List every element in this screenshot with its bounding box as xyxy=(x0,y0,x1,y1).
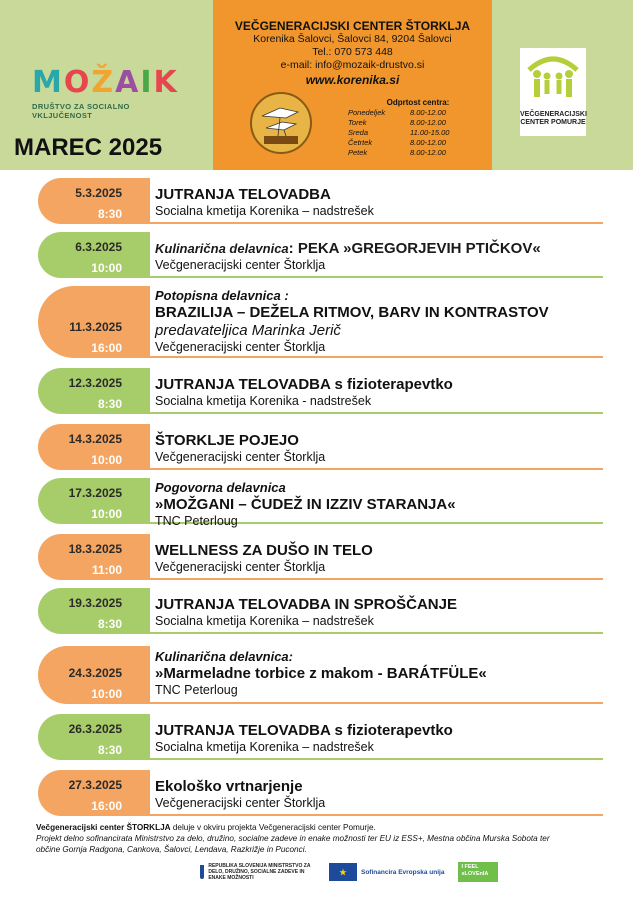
event-text xyxy=(155,778,625,811)
event-time: 10:00 xyxy=(91,687,122,701)
event-date-tab xyxy=(38,646,150,704)
i-feel-slovenia-logo: I FEEL sLOVEnIA xyxy=(458,862,498,882)
vgc-pomurje-logo xyxy=(520,48,586,136)
eu-logo xyxy=(329,863,444,881)
event-location: Večgeneracijski center Štorklja xyxy=(155,560,326,574)
event-text xyxy=(155,288,625,355)
event-subtitle: Potopisna delavnica : xyxy=(155,288,289,303)
month-title: MAREC 2025 xyxy=(14,134,163,161)
event-subtitle: Pogovorna delavnica xyxy=(155,480,286,495)
event-text xyxy=(155,240,625,273)
event-date: 14.3.2025 xyxy=(68,432,122,446)
event-location: Socialna kmetija Korenika - nadstrešek xyxy=(155,394,372,408)
event-text xyxy=(155,542,625,575)
eu-text: Sofinancira Evropska unija xyxy=(361,868,445,876)
mozaik-letter: O xyxy=(63,65,90,100)
ministry-text: REPUBLIKA SLOVENIJA MINISTRSTVO ZA DELO, DRUŽINO, SOCIALNE ZADEVE IN ENAKE MOŽNOSTI xyxy=(208,863,311,881)
center-info-box xyxy=(213,0,492,170)
event-time: 8:30 xyxy=(97,743,122,757)
hours-time: 8.00-12.00 xyxy=(410,108,446,117)
event-text xyxy=(155,722,625,755)
opening-hours xyxy=(348,98,488,158)
event-item xyxy=(0,588,633,634)
hours-day: Petek xyxy=(348,148,368,157)
center-email: e-mail: info@mozaik-drustvo.si xyxy=(280,59,425,71)
event-time: 10:00 xyxy=(91,453,122,467)
hours-day: Torek xyxy=(348,118,367,127)
hours-day: Četrtek xyxy=(348,138,373,147)
event-date: 18.3.2025 xyxy=(68,542,122,556)
event-time: 16:00 xyxy=(91,341,122,355)
event-prefix: Kulinarična delavnica xyxy=(155,241,289,256)
event-location: Večgeneracijski center Štorklja xyxy=(155,340,326,354)
event-title: »Marmeladne torbice z makom - BARÁTFÜLE« xyxy=(155,665,487,682)
vgc-text-line2: CENTER POMURJE xyxy=(520,119,586,126)
event-item xyxy=(0,478,633,528)
event-location: TNC Peterloug xyxy=(155,683,238,697)
event-subtitle: Kulinarična delavnica: xyxy=(155,649,293,664)
header xyxy=(0,0,633,170)
hours-time: 8.00-12.00 xyxy=(410,148,446,157)
event-title-line xyxy=(155,240,625,258)
mozaik-letter: I xyxy=(140,65,152,100)
hours-time: 11.00-15.00 xyxy=(410,128,450,137)
event-date: 11.3.2025 xyxy=(69,320,122,334)
event-time: 16:00 xyxy=(91,799,122,813)
event-date-tab xyxy=(38,368,150,414)
vgc-text-line1: VEČGENERACIJSKI xyxy=(520,111,587,118)
hours-day: Ponedeljek xyxy=(348,108,386,117)
event-date-tab xyxy=(38,588,150,634)
mozaik-letter: K xyxy=(153,65,177,100)
mozaik-subtitle: DRUŠTVO ZA SOCIALNO VKLJUČENOST xyxy=(32,102,130,120)
mozaik-letter: M xyxy=(32,65,62,100)
event-text xyxy=(155,432,625,465)
event-date-tab xyxy=(38,178,150,224)
event-location: TNC Peterloug xyxy=(155,514,238,528)
event-time: 10:00 xyxy=(91,507,122,521)
event-title: : PEKA »GREGORJEVIH PTIČKOV« xyxy=(288,240,541,257)
event-underline xyxy=(150,632,603,634)
eu-flag-icon: ★ xyxy=(329,863,357,881)
event-date-tab xyxy=(38,424,150,470)
event-date: 24.3.2025 xyxy=(68,666,122,680)
event-text xyxy=(155,376,625,409)
event-location: Socialna kmetija Korenika – nadstrešek xyxy=(155,740,374,754)
event-date-tab xyxy=(38,770,150,816)
event-underline xyxy=(150,468,603,470)
event-underline xyxy=(150,222,603,224)
event-title: WELLNESS ZA DUŠO IN TELO xyxy=(155,542,373,559)
center-web: www.korenika.si xyxy=(305,73,400,87)
center-phone: Tel.: 070 573 448 xyxy=(312,46,393,58)
event-date-tab xyxy=(38,232,150,278)
event-title: Ekološko vrtnarjenje xyxy=(155,778,303,795)
event-item xyxy=(0,714,633,760)
event-date: 17.3.2025 xyxy=(68,486,122,500)
event-item xyxy=(0,770,633,816)
event-time: 8:30 xyxy=(97,207,122,221)
event-date: 5.3.2025 xyxy=(75,186,122,200)
event-location: Socialna kmetija Korenika – nadstrešek xyxy=(155,204,374,218)
event-location: Večgeneracijski center Štorklja xyxy=(155,450,326,464)
mozaik-wordmark xyxy=(32,65,182,100)
hours-title: Odprtost centra: xyxy=(386,98,450,107)
event-date-tab xyxy=(38,286,150,358)
hours-day: Sreda xyxy=(348,128,369,137)
event-location: Večgeneracijski center Štorklja xyxy=(155,258,326,272)
stork-logo-icon xyxy=(250,92,312,154)
hours-row xyxy=(348,138,488,148)
event-underline xyxy=(150,758,603,760)
event-title: JUTRANJA TELOVADBA s fizioterapevtko xyxy=(155,376,453,393)
hours-row xyxy=(348,108,488,118)
event-underline xyxy=(150,276,603,278)
event-date-tab xyxy=(38,478,150,524)
mozaik-logo xyxy=(32,65,182,120)
footer-line3: občine Gornja Radgona, Cankova, Šalovci, Lendava, Razkrižje in Puconci. xyxy=(36,845,307,854)
event-date: 19.3.2025 xyxy=(68,596,122,610)
hours-time: 8.00-12.00 xyxy=(410,118,446,127)
footer-line1: deluje v okviru projekta Večgeneracijski center Pomurje. xyxy=(170,823,376,832)
event-date-tab xyxy=(38,714,150,760)
event-title: ŠTORKLJE POJEJO xyxy=(155,432,299,449)
event-title: JUTRANJA TELOVADBA xyxy=(155,186,331,203)
event-underline xyxy=(150,356,603,358)
center-title: VEČGENERACIJSKI CENTER ŠTORKLJA xyxy=(234,19,471,33)
hours-row xyxy=(348,148,488,158)
event-lecturer: predavateljica Marinka Jerič xyxy=(155,322,341,339)
family-icon xyxy=(525,52,581,102)
event-underline xyxy=(150,702,603,704)
event-title: JUTRANJA TELOVADBA IN SPROŠČANJE xyxy=(155,596,457,613)
event-item xyxy=(0,232,633,278)
event-title: »MOŽGANI – ČUDEŽ IN IZZIV STARANJA« xyxy=(155,496,456,513)
footer-line2: Projekt delno sofinancirata Ministrstvo za delo, družino, socialne zadeve in enake možnosti ter EU iz ESS+, Mestna občina Murska Sobota ter xyxy=(36,834,550,843)
event-date-tab xyxy=(38,534,150,580)
event-text xyxy=(155,596,625,629)
event-text xyxy=(155,480,625,529)
event-time: 8:30 xyxy=(97,397,122,411)
event-time: 8:30 xyxy=(97,617,122,631)
event-time: 11:00 xyxy=(91,563,122,577)
event-text xyxy=(155,186,625,219)
event-underline xyxy=(150,578,603,580)
mozaik-letter: Ž xyxy=(91,65,114,100)
footer-text xyxy=(36,822,616,855)
event-underline xyxy=(150,814,603,816)
event-item xyxy=(0,368,633,414)
footer-center-name: Večgeneracijski center ŠTORKLJA xyxy=(36,823,171,832)
event-location: Socialna kmetija Korenika – nadstrešek xyxy=(155,614,374,628)
event-text xyxy=(155,649,625,698)
event-title: BRAZILIJA – DEŽELA RITMOV, BARV IN KONTRASTOV xyxy=(155,304,549,321)
hours-row xyxy=(348,118,488,128)
event-date: 26.3.2025 xyxy=(68,722,122,736)
event-date: 12.3.2025 xyxy=(68,376,122,390)
event-date: 6.3.2025 xyxy=(75,240,122,254)
hours-row xyxy=(348,128,488,138)
event-item xyxy=(0,534,633,580)
slovenia-crest-icon xyxy=(200,865,204,879)
event-item xyxy=(0,286,633,358)
event-item xyxy=(0,424,633,470)
sponsor-logos xyxy=(200,862,498,882)
event-time: 10:00 xyxy=(91,261,122,275)
hours-time: 8.00-12.00 xyxy=(410,138,446,147)
event-date: 27.3.2025 xyxy=(68,778,122,792)
event-item xyxy=(0,178,633,224)
event-item xyxy=(0,646,633,704)
center-address: Korenika Šalovci, Šalovci 84, 9204 Šalovci xyxy=(253,33,452,45)
event-title: JUTRANJA TELOVADBA s fizioterapevtko xyxy=(155,722,453,739)
mozaik-letter: A xyxy=(115,65,139,100)
event-location: Večgeneracijski center Štorklja xyxy=(155,796,326,810)
ministry-logo xyxy=(200,863,315,881)
event-underline xyxy=(150,412,603,414)
